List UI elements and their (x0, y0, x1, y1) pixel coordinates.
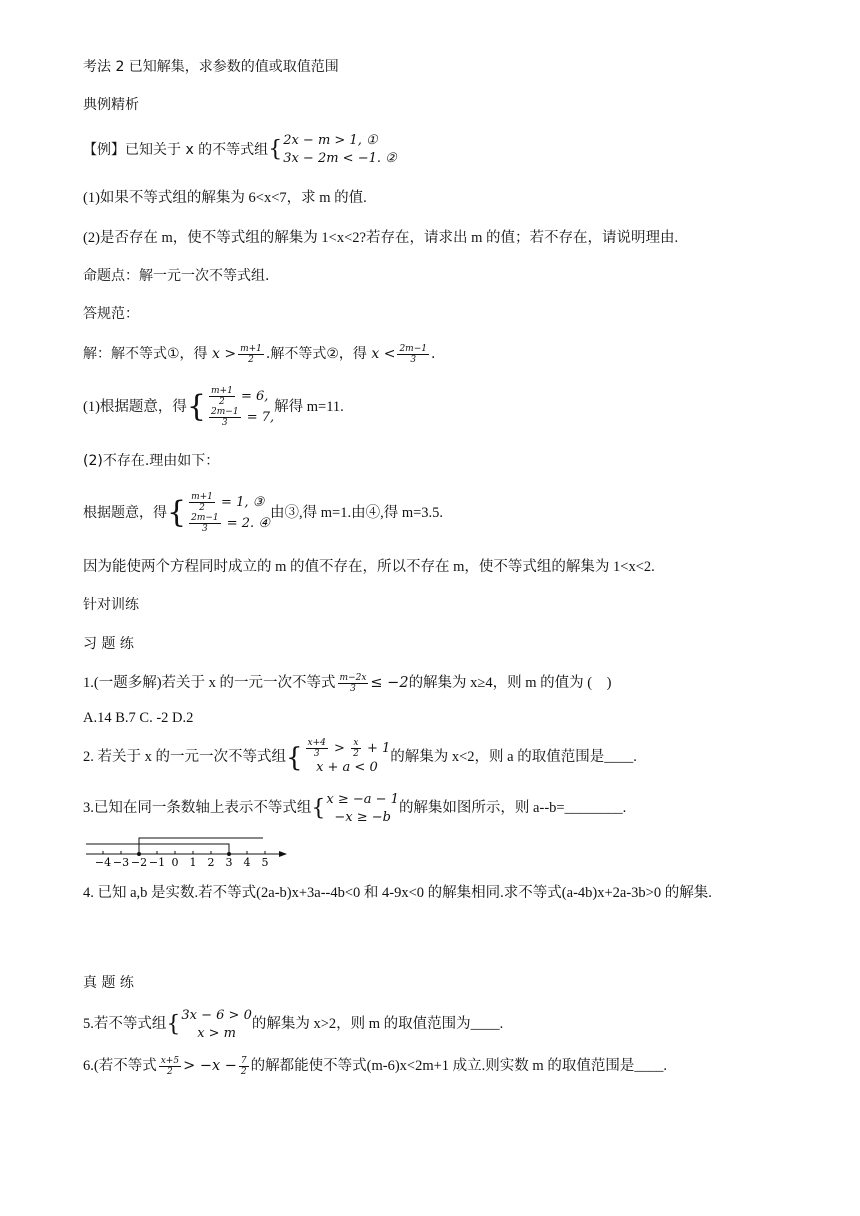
solution-point (137, 852, 141, 856)
tick-label: −1 (148, 856, 166, 869)
exercise-subheading: 习 题 练 (83, 636, 134, 652)
solution-text: (1)根据题意，得 (83, 399, 187, 415)
inequality-2: 3x − 2m < −1. ② (283, 151, 397, 166)
exercise-4: 4. 已知 a,b 是实数.若不等式(2a-b)x+3a--4b<0 和 4-9x<0 的解集相同.求不等式(a-4b)x+2a-3b>0 的解集. (83, 885, 712, 901)
solution-bracket-left (139, 838, 263, 854)
inequality-system: { $\frac{x+4}{3}$ > $\frac{x}{2}$ + 1 x + a < 0 (286, 738, 391, 776)
fraction: $\frac{m+1}{2}$ (240, 343, 262, 365)
fraction: $\frac{m-2x}{3}$ (339, 673, 367, 695)
tick-label: 1 (189, 856, 197, 869)
math-expr: x < (371, 346, 396, 362)
real-exam-subheading: 真 题 练 (83, 975, 134, 991)
tick-label: 3 (225, 856, 233, 869)
solution-part-2: (2)不存在.理由如下： (83, 453, 220, 469)
math-expr: x > (212, 346, 237, 362)
equation-system: { $\frac{m+1}{2}$ = 1, ③ $\frac{2m-1}{3}$ = 2. ④ (167, 492, 270, 534)
fraction: $\frac{x+5}{2}$ (160, 1056, 180, 1078)
answer-norm: 答规范： (83, 306, 139, 322)
tick-label: −4 (94, 856, 112, 869)
solution-part-1 (83, 380, 344, 434)
axis-arrow (279, 851, 287, 857)
tick-label: 0 (171, 856, 179, 869)
example-statement (83, 130, 397, 170)
solution-conclusion: 因为能使两个方程同时成立的 m 的值不存在，所以不存在 m，使不等式组的解集为 1<x<2. (83, 559, 655, 575)
example-prefix: 【例】已知关于 x 的不等式组 (83, 142, 269, 158)
fraction: $\frac{2m-1}{3}$ (399, 343, 427, 365)
exercise-5: 5.若不等式组 { 3x − 6 > 0 x > m 的解集为 x>2，则 m 的取值范围为____. (83, 1004, 503, 1045)
solution-step-1: 解：解不等式①，得 x > $\frac{m+1}{2}$ .解不等式②，得 x < $\frac{2m-1}{3}$ . (83, 343, 436, 365)
test-point: 命题点：解一元一次不等式组. (83, 268, 270, 284)
question-1: (1)如果不等式组的解集为 6<x<7，求 m 的值. (83, 190, 367, 206)
tick-label: 4 (243, 856, 251, 869)
solution-text: 由③,得 m=1.由④,得 m=3.5. (269, 505, 444, 521)
number-line-figure (83, 832, 303, 872)
fraction: $\frac{7}{2}$ (240, 1056, 247, 1078)
tick-label: −2 (130, 856, 148, 869)
solution-text: 解得 m=11. (274, 399, 344, 415)
solution-part-3 (83, 485, 443, 541)
exercise-2: 2. 若关于 x 的一元一次不等式组 { $\frac{x+4}{3}$ > $\frac{x}{2}$ + 1 x + a < 0 的解集为 x<2，则 a 的取值范围是____. (83, 734, 637, 781)
tick-label: 2 (207, 856, 215, 869)
equation-system: { $\frac{m+1}{2}$ = 6, $\frac{2m-1}{3}$ = 7, (186, 386, 275, 428)
tick-label: 5 (261, 856, 269, 869)
solution-text: .解不等式②，得 (265, 346, 367, 362)
exercise-1: 1.(一题多解)若关于 x 的一元一次不等式 $\frac{m-2x}{3}$ ≤ −2的解集为 x≥4，则 m 的值为 ( ) (83, 673, 612, 695)
exercise-3: 3.已知在同一条数轴上表示不等式组 { x ≥ −a − 1 −x ≥ −b 的解集如图所示，则 a--b=________. (83, 788, 626, 829)
inequality-system: { x ≥ −a − 1 −x ≥ −b (311, 791, 399, 825)
inequality-system: { 2x − m > 1, ① 3x − 2m < −1. ② (268, 133, 397, 166)
section-heading: 典例精析 (83, 97, 139, 113)
solution-text: 解：解不等式①，得 (83, 346, 208, 362)
inequality-system: { 3x − 6 > 0 x > m (166, 1007, 252, 1041)
inequality-1: 2x − m > 1, ① (283, 133, 378, 148)
exercise-1-options: A.14 B.7 C. -2 D.2 (83, 710, 194, 726)
practice-heading: 针对训练 (83, 597, 139, 613)
question-2: (2)是否存在 m，使不等式组的解集为 1<x<2?若存在，请求出 m 的值；若不存在，请说明理由. (83, 230, 679, 246)
method-title: 考法 2 已知解集，求参数的值或取值范围 (83, 59, 339, 75)
solution-point (227, 852, 231, 856)
exercise-6: 6.(若不等式 $\frac{x+5}{2}$ > −x − $\frac{7}{2}$ 的解都能使不等式(m-6)x<2m+1 成立.则实数 m 的取值范围是____. (83, 1056, 667, 1078)
tick-label: −3 (112, 856, 130, 869)
solution-text: 根据题意，得 (83, 505, 167, 521)
